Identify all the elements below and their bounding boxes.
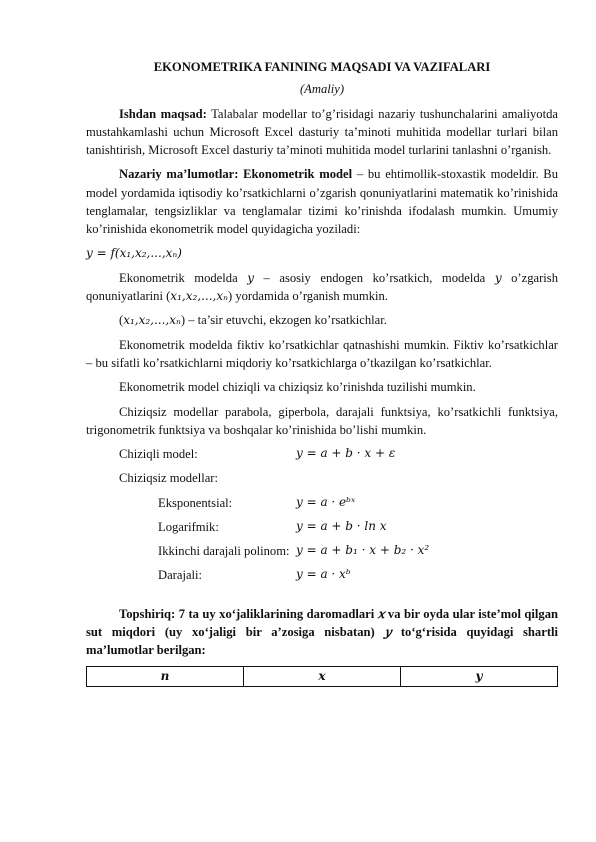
endogen-text-1: Ekonometrik modelda [119, 270, 248, 285]
model-row [86, 494, 558, 512]
spacer [86, 591, 558, 605]
endogen-text-3: o’zgarish qonuniyatlarini ( [86, 270, 558, 304]
nonlinear-models-row [86, 469, 558, 487]
nonlinear-models-label: Chiziqsiz modellar: [119, 471, 218, 486]
purpose-label: Ishdan maqsad: [119, 106, 207, 121]
task-paragraph [86, 605, 558, 660]
exogen-xs: 𝑥₁,𝑥₂,...,𝑥ₙ [123, 313, 181, 328]
endogen-paragraph [86, 269, 558, 306]
task-text-3: to‘g‘risida quyidagi shartli ma’lumotlar berilgan: [86, 624, 559, 658]
theory-text: – bu ehtimollik-stoxastik modeldir. Bu model yordamida iqtisodiy ko’rsatkichlarni o’zgarish qonuniyatlarini matematik ko’rinishida tenglamalar, tengsizliklar va tenglamalar tizimi ko’rinishda ifodalash mumkin. Umumiy ko’rinishida ekonometrik model quyidagicha yoziladi: [86, 167, 559, 236]
task-x: 𝑥 [377, 606, 385, 621]
table-header-row [87, 666, 558, 686]
endogen-xs: 𝑥₁,𝑥₂,...,𝑥ₙ [170, 289, 228, 304]
model-label: Ikkinchi darajali polinom: [158, 544, 290, 559]
nonlinear-paragraph: Chiziqsiz modellar parabola, giperbola, darajali funktsiya, ko’rsatkichli funktsiya, trigonometrik funktsiya va boshqalar ko’rinishida bo’lishi mumkin. [86, 404, 558, 437]
model-formula: 𝑦 = 𝑎 · 𝑒ᵇˣ [296, 494, 356, 509]
model-row [86, 566, 558, 584]
endogen-y-1: 𝑦 [247, 270, 254, 285]
model-formula: 𝑦 = 𝑎 + 𝑏 · ln 𝑥 [296, 518, 387, 533]
model-label: Darajali: [158, 568, 203, 583]
page-title: EKONOMETRIKA FANINING MAQSADI VA VAZIFALARI [153, 60, 491, 74]
document-content [86, 58, 558, 687]
purpose-paragraph [86, 105, 558, 160]
page-subtitle: (Amaliy) [299, 82, 345, 97]
table-header-n: 𝒏 [87, 666, 244, 686]
model-label: Logarifmik: [158, 519, 219, 534]
model-formula: 𝑦 = 𝑎 · 𝑥ᵇ [296, 567, 351, 582]
exogen-text-1: ( [119, 313, 124, 328]
task-text-1: Topshiriq: 7 ta uy xo‘jaliklarining daromadlari [119, 606, 378, 621]
task-y: 𝑦 [384, 624, 392, 639]
data-table [86, 666, 558, 687]
main-formula-text: 𝑦 = 𝑓(𝑥₁,𝑥₂,...,𝑥ₙ) [86, 246, 182, 261]
endogen-text-2: – asosiy endogen ko’rsatkich, modelda [253, 270, 495, 285]
endogen-text-4: ) yordamida o’rganish mumkin. [227, 289, 388, 304]
task-text-2: va bir oyda ular iste’mol qilgan sut miqdori (uy xo‘jaligi bir a’zosiga nisbatan) [86, 606, 558, 639]
table-header-x: 𝒙 [244, 666, 401, 686]
model-row [86, 518, 558, 536]
exogen-paragraph [86, 311, 558, 329]
linear-model-formula: 𝑦 = 𝑎 + 𝑏 · 𝑥 + 𝜀 [296, 446, 396, 461]
theory-label: Nazariy ma’lumotlar: Ekonometrik model [119, 167, 353, 182]
forms-paragraph: Ekonometrik model chiziqli va chiziqsiz ko’rinishda tuzilishi mumkin. [119, 380, 476, 395]
linear-model-label: Chiziqli model: [119, 447, 198, 462]
table-header-y: 𝒚 [401, 666, 558, 686]
theory-paragraph [86, 165, 558, 238]
linear-model-row [86, 445, 558, 463]
endogen-y-2: 𝑦 [494, 270, 502, 285]
model-formula: 𝑦 = 𝑎 + 𝑏₁ · 𝑥 + 𝑏₂ · 𝑥² [296, 543, 430, 558]
exogen-text-2: ) – ta’sir etuvchi, ekzogen ko’rsatkichlar. [180, 313, 387, 328]
model-label: Eksponentsial: [158, 495, 233, 510]
dummy-paragraph: Ekonometrik modelda fiktiv ko’rsatkichlar qatnashishi mumkin. Fiktiv ko’rsatkichlar – bu sifatli ko’rsatkichlarni miqdoriy ko’rsatkichlarga o’tkazilgan ko’rsatkichlar. [86, 337, 558, 371]
main-formula [86, 244, 558, 262]
model-row [86, 542, 558, 560]
purpose-text: Talabalar modellar to’g’risidagi nazariy tushunchalarini amaliyotda mustahkamlashi uchun Microsoft Excel dasturiy ta’minoti muhitida modellar turlari bilan tanishtirish, Microsoft Excel dasturiy ta’minoti muhitida model turlarini tanlashni o’rganish. [86, 106, 558, 157]
